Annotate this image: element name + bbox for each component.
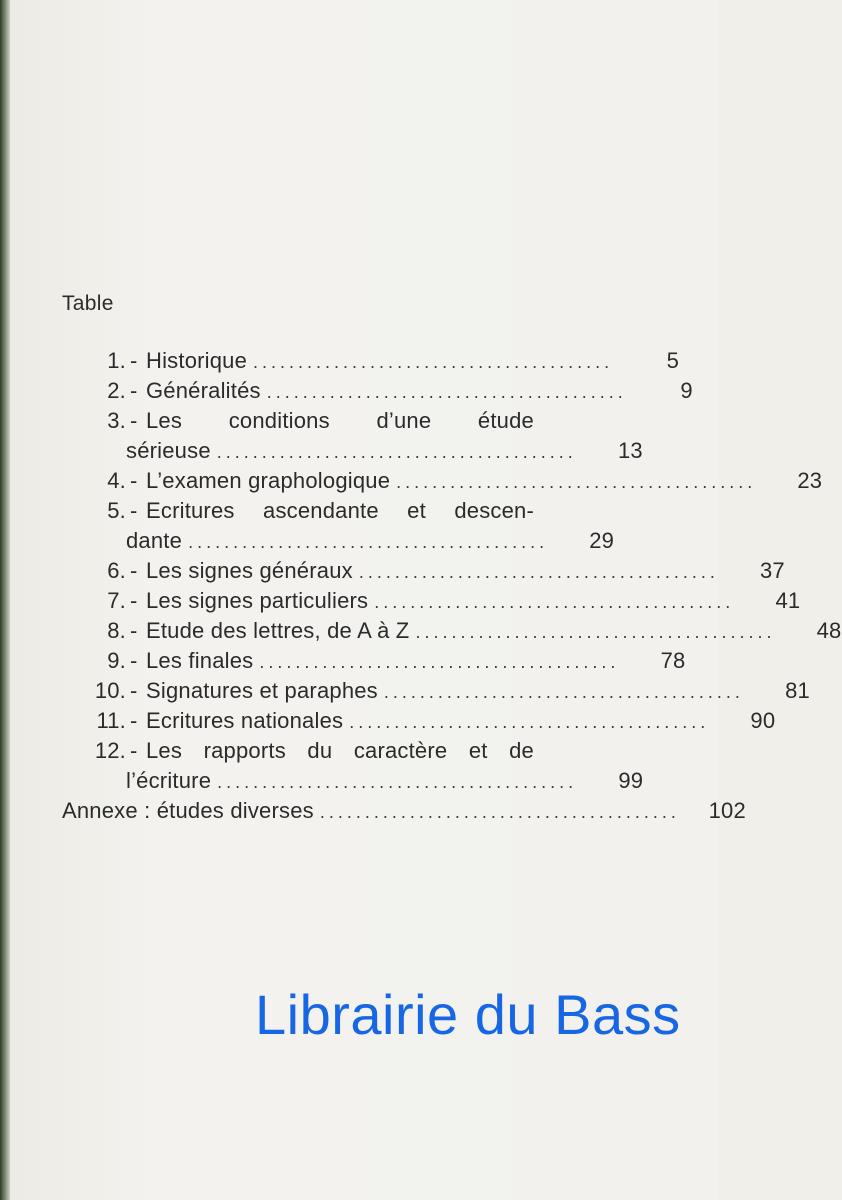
toc-entry-title: Ecritures nationales [146, 708, 344, 733]
toc-leader-dots: ........................................ [216, 442, 577, 462]
toc-entry [62, 406, 596, 436]
toc-separator: - [130, 468, 138, 493]
toc-entry-title-line2: l’écriture [126, 768, 212, 793]
toc-entry-page: 90 [750, 708, 776, 733]
toc-separator: - [130, 738, 138, 763]
toc-entry-page: 37 [760, 558, 785, 583]
toc-leader-dots: ........................................ [319, 802, 680, 822]
toc-entry [62, 556, 785, 586]
toc-entry [62, 616, 842, 646]
toc-entry [62, 466, 823, 496]
toc-entry [62, 586, 801, 616]
toc-entry-page: 41 [775, 588, 801, 613]
toc-entry-page: 29 [589, 528, 615, 553]
toc-entry [62, 646, 686, 676]
toc-leader-dots: ........................................ [266, 382, 627, 402]
table-of-contents [62, 346, 842, 826]
toc-entry-continuation [62, 526, 615, 556]
toc-entry [62, 736, 596, 766]
toc-entry-page: 48 [816, 618, 842, 643]
toc-entry-title: Signatures et paraphes [146, 678, 378, 703]
toc-leader-dots: ........................................ [253, 352, 614, 372]
toc-leader-dots: ........................................ [383, 682, 744, 702]
toc-entry-number: 2. [107, 378, 126, 403]
toc-entry-number: 7. [107, 588, 126, 613]
toc-separator: - [130, 378, 138, 403]
toc-entry-title: Généralités [146, 378, 261, 403]
toc-separator: - [130, 648, 138, 673]
toc-entry-continuation [62, 436, 643, 466]
toc-separator: - [130, 618, 138, 643]
toc-separator: - [130, 558, 138, 583]
toc-entry-title-line1: Les rapports du caractère et de [146, 738, 534, 763]
toc-entry-page: 99 [618, 768, 644, 793]
toc-entry-page: 102 [708, 798, 746, 823]
toc-separator: - [130, 498, 138, 523]
toc-entry-continuation [62, 766, 644, 796]
watermark-text: Librairie du Bass [255, 983, 681, 1046]
adjacent-page-edge [0, 0, 10, 1200]
toc-entry-page: 13 [617, 438, 643, 463]
toc-entry-number: 5. [107, 498, 126, 523]
toc-leader-dots: ........................................ [396, 472, 757, 492]
toc-leader-dots: ........................................ [358, 562, 719, 582]
toc-entry-title: Les finales [146, 648, 254, 673]
toc-entry-title: L’examen graphologique [146, 468, 391, 493]
toc-entry-number: 10. [94, 678, 126, 703]
toc-entry [62, 676, 810, 706]
toc-entry-number: 11. [96, 708, 126, 733]
toc-entry-number: 1. [107, 348, 126, 373]
toc-leader-dots: ........................................ [188, 532, 549, 552]
toc-entry-page: 81 [785, 678, 810, 703]
toc-entry-page: 23 [797, 468, 823, 493]
toc-leader-dots: ........................................ [259, 652, 620, 672]
toc-entry-title: Les signes généraux [146, 558, 353, 583]
toc-entry-number: 3. [107, 408, 126, 433]
toc-entry-page: 9 [680, 378, 693, 403]
toc-entry-title: Historique [146, 348, 248, 373]
toc-separator: - [130, 708, 138, 733]
toc-separator: - [130, 408, 138, 433]
toc-entry-number: 9. [107, 648, 126, 673]
toc-entry-title-line1: Les conditions d’une étude [146, 408, 534, 433]
toc-entry [62, 346, 680, 376]
toc-separator: - [130, 348, 138, 373]
toc-separator: - [130, 588, 138, 613]
toc-entry-title-line1: Ecritures ascendante et descen- [146, 498, 534, 523]
toc-entry [62, 496, 596, 526]
toc-entry-title: Etude des lettres, de A à Z [146, 618, 410, 643]
toc-title: Table [62, 292, 114, 315]
toc-leader-dots: ........................................ [217, 772, 578, 792]
toc-entry-number: 8. [107, 618, 126, 643]
toc-entry-title: Annexe : études diverses [62, 798, 314, 823]
toc-leader-dots: ........................................ [349, 712, 710, 732]
toc-entry-page: 5 [666, 348, 680, 373]
toc-entry-title: Les signes particuliers [146, 588, 369, 613]
toc-entry-number: 6. [107, 558, 126, 583]
toc-entry-title-line2: sérieuse [126, 438, 211, 463]
toc-entry [62, 376, 693, 406]
toc-entry-title-line2: dante [126, 528, 183, 553]
toc-entry-number: 12. [94, 738, 126, 763]
toc-entry-annex [62, 796, 746, 826]
toc-separator: - [130, 678, 138, 703]
toc-entry [62, 706, 776, 736]
toc-leader-dots: ........................................ [415, 622, 776, 642]
toc-entry-page: 78 [660, 648, 686, 673]
toc-entry-number: 4. [107, 468, 126, 493]
toc-leader-dots: ........................................ [374, 592, 735, 612]
